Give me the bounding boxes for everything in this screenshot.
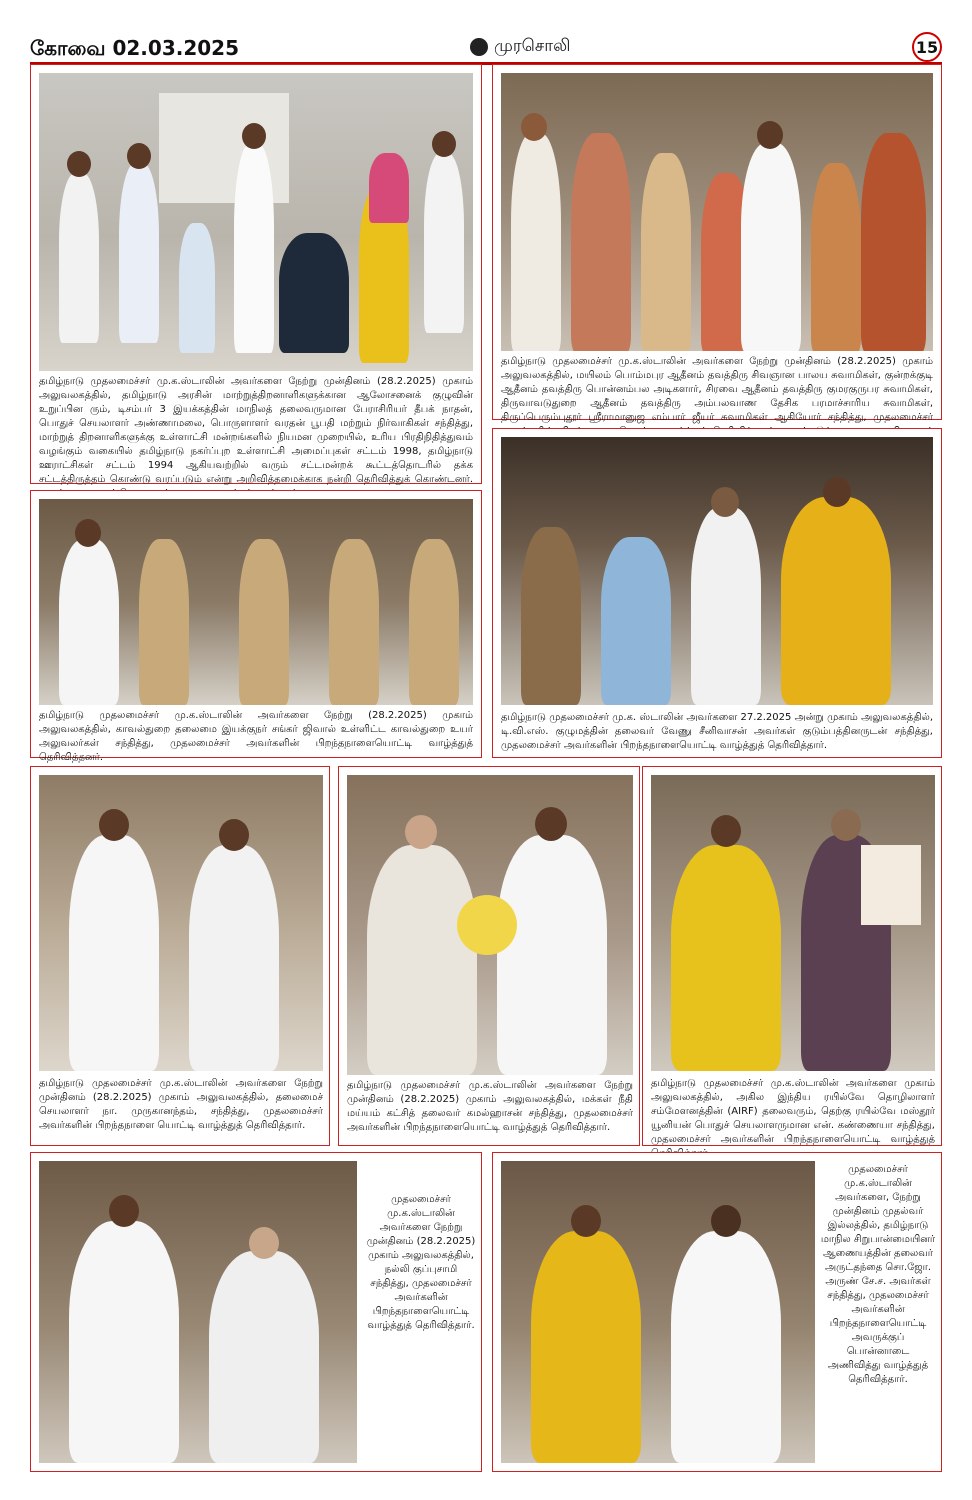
- photo-minorities-commission: [501, 1161, 815, 1463]
- photo-religious-leaders: [501, 73, 933, 351]
- photo-police-officers: [39, 499, 473, 705]
- news-item-3: [30, 490, 482, 763]
- photo-chief-secretary: [39, 775, 323, 1071]
- edition-date: கோவை 02.03.2025: [30, 36, 239, 60]
- masthead: [30, 32, 942, 62]
- photo-airf-leader: [651, 775, 935, 1071]
- paper-name-block: [470, 36, 571, 58]
- page-number-badge: 15: [912, 32, 942, 62]
- photo-group-meeting: [39, 73, 473, 371]
- photo-nalli-kuppusamy: [39, 1161, 357, 1463]
- caption-4: தமிழ்நாடு முதலமைச்சர் மு.க. ஸ்டாலின் அவர்களை 27.2.2025 அன்று முகாம் அலுவலகத்தில், டி.வி.எஸ். குழுமத்தின் தலைவர் வேணு சீனிவாசன் அவர்கள் குடும்பத்தினருடன் சந்தித்து, முதலமைச்சர் அவர்களின் பிறந்தநாளையொட்டி வாழ்த்துத் தெரிவித்தார்.: [501, 712, 933, 751]
- caption-8: முதலமைச்சர் மு.க.ஸ்டாலின் அவர்களை நேற்று முன்தினம் (28.2.2025) முகாம் அலுவலகத்தில், நல்லி குப்புசாமி சந்தித்து, முதலமைச்சர் அவர்களின் பிறந்தநாளையொட்டி வாழ்த்துத் தெரிவித்தார்.: [366, 1194, 476, 1331]
- caption-9: முதலமைச்சர் மு.க.ஸ்டாலின் அவர்களை, நேற்று முன்தினம் முதல்வர் இல்லத்தில், தமிழ்நாடு மாநில சிறுபான்மையினர் ஆணையத்தின் தலைவர் அருட்தந்தை சொ.ஜோ. அருண் சே.ச. அவர்கள் சந்தித்து, முதலமைச்சர் அவர்களின் பிறந்தநாளையொட்டி அவருக்குப் பொன்னாடை அணிவித்து வாழ்த்துத் தெரிவித்தார்.: [820, 1164, 936, 1385]
- news-item-9: [492, 1152, 942, 1472]
- news-item-8: [30, 1152, 482, 1472]
- caption-6: தமிழ்நாடு முதலமைச்சர் மு.க.ஸ்டாலின் அவர்களை நேற்று முன்தினம் (28.2.2025) முகாம் அலுவலகத்தில், மக்கள் நீதி மய்யம் கட்சித் தலைவர் கமல்ஹாசன் சந்தித்து, முதலமைச்சர் அவர்களின் பிறந்தநாளையொட்டி வாழ்த்துத் தெரிவித்தார்.: [347, 1080, 633, 1133]
- photo-tvs-family: [501, 437, 933, 705]
- paper-name: முரசொலி: [494, 36, 571, 56]
- news-item-1: [30, 64, 482, 484]
- news-item-6: [338, 766, 640, 1146]
- caption-1: தமிழ்நாடு முதலமைச்சர் மு.க.ஸ்டாலின் அவர்களை நேற்று முன்தினம் (28.2.2025) முகாம் அலுவலகத்தில், தமிழ்நாடு அரசின் மாற்றுத்திறனாளிகளுக்கான ஆலோசனைக் குழுவின் உறுப்பின ரும், டிசம்பர் 3 இயக்கத்தின் மாநிலத் தலைவருமான பேராசிரியர் தீபக் நாதன், பொதுச் செயலாளர் அண்ணாமலை, பொருளாளர் வரதன் பூபதி மற்றும் நிர்வாகிகள் சந்தித்து, மாற்றுத் திறனாளிகளுக்கு உள்ளாட்சி மன்றங்களில் நியமன முறையில், உரிய பிரதிநிதித்துவம் வழங்கும் வகையில் தமிழ்நாடு நகர்ப்புற உள்ளாட்சி அமைப்புகள் சட்டம் 1998, தமிழ்நாடு ஊராட்சிகள் சட்டம் 1994 ஆகியவற்றில் வரும் சட்டமன்றக் கூட்டத்தொடரில் தக்க சட்டத்திருத்தம் கொண்டு வரப்படும் என்று அறிவித்தமைக்காக நன்றி தெரிவித்துக் கொண்டனர்.: [39, 376, 473, 485]
- photo-kamal-haasan: [347, 775, 633, 1075]
- caption-2: தமிழ்நாடு முதலமைச்சர் மு.க.ஸ்டாலின் அவர்களை நேற்று முன்தினம் (28.2.2025) முகாம் அலுவலகத்தில், மயிலம் பொம்மபுர ஆதீனம் தவத்திரு சிவஞான பாலய சுவாமிகள், குன்றக்குடி ஆதீனம் தவத்திரு பொன்னம்பல அடிகளார், சிரவை ஆதீனம் தவத்திரு குமரகுருபர சுவாமிகள், திருவாவடுதுறை ஆதீனம் தவத்திரு அம்பலவாண தேசிக பரமாச்சாரிய சுவாமிகள், திருப்பெரும்புதூர் ஸ்ரீராமானுஜ எம்பார் ஜீயர் சுவாமிகள் ஆகியோர் சந்தித்து, முதலமைச்சர்: [501, 356, 933, 423]
- caption-7: தமிழ்நாடு முதலமைச்சர் மு.க.ஸ்டாலின் அவர்களை முகாம் அலுவலகத்தில், அகில இந்திய ரயில்வே தொழிலாளர் சம்மேளனத்தின் (AIRF) தலைவரும், தெற்கு ரயில்வே மஸ்தூர் யூனியன் பொதுச் செயலாளருமான என். கண்ணையா சந்தித்து, முதலமைச்சர் அவர்களின் பிறந்தநாளையொட்டி வாழ்த்துத்: [651, 1078, 935, 1145]
- news-item-5: [30, 766, 330, 1146]
- news-item-2: [492, 64, 942, 423]
- caption-5: தமிழ்நாடு முதலமைச்சர் மு.க.ஸ்டாலின் அவர்களை நேற்று முன்தினம் (28.2.2025) முகாம் அலுவலகத்தில், தலைமைச் செயலாளர் நா. முருகானந்தம், சந்தித்து, முதலமைச்சர் அவர்களின் பிறந்தநாளை யொட்டி வாழ்த்துத் தெரிவித்தார்.: [39, 1078, 323, 1131]
- caption-3: தமிழ்நாடு முதலமைச்சர் மு.க.ஸ்டாலின் அவர்களை நேற்று (28.2.2025) முகாம் அலுவலகத்தில், காவல்துறை தலைமை இயக்குநர் சங்கர் ஜிவால் உள்ளிட்ட காவல்துறை உயர் அலுவலர்கள் சந்தித்து, முதலமைச்சர் அவர்களின் பிறந்தநாளையொட்டி வாழ்த்துத் தெரிவித்தனர்.: [39, 710, 473, 763]
- news-item-7: [642, 766, 942, 1146]
- news-item-4: [492, 428, 942, 758]
- rising-sun-logo-icon: [470, 38, 488, 56]
